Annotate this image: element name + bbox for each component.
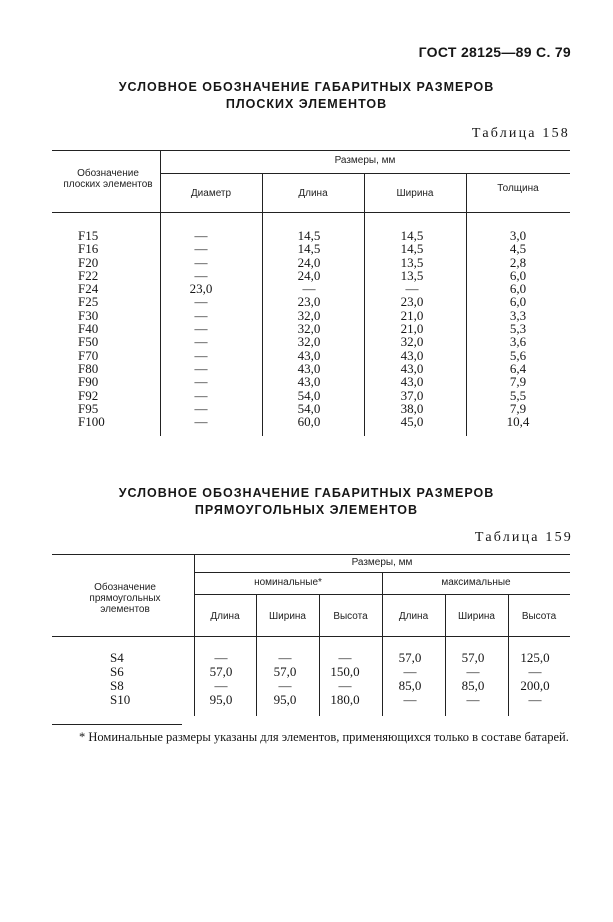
table-cell: 3,0: [509, 228, 527, 243]
col-header-designation: Обозначение прямоугольных элементов: [89, 582, 161, 615]
table-cell: F80: [78, 360, 99, 376]
table-rule: [364, 173, 365, 436]
table-cell: F50: [78, 334, 99, 350]
table-cell: —: [466, 692, 480, 707]
table-cell: 43,0: [297, 360, 321, 376]
table-cell: —: [194, 241, 208, 257]
col-header-nom-width: Ширина: [269, 611, 306, 622]
table-cell: F15: [78, 228, 99, 243]
footnote-rule: [52, 724, 182, 725]
table-cell: 43,0: [400, 360, 424, 376]
table-rule: [52, 150, 570, 151]
table-cell: 57,0: [273, 664, 297, 679]
table-cell: —: [194, 347, 208, 363]
table-cell: 23,0: [189, 281, 213, 297]
table-cell: 5,3: [509, 321, 527, 337]
table-cell: —: [194, 414, 208, 430]
table-cell: —: [194, 307, 208, 323]
col-header-width: Ширина: [396, 188, 434, 199]
table-cell: 60,0: [297, 414, 321, 430]
col-header-max-width: Ширина: [458, 611, 495, 622]
table-cell: —: [338, 650, 352, 665]
column-designation: [78, 229, 138, 428]
table-cell: F70: [78, 347, 99, 363]
table-cell: —: [528, 664, 542, 679]
table-cell: 24,0: [297, 267, 321, 283]
col-header-nom-height: Высота: [333, 611, 368, 622]
col-header-nom-length: Длина: [210, 611, 240, 622]
table-cell: 13,5: [400, 267, 424, 283]
table-cell: 150,0: [330, 664, 360, 679]
table-cell: —: [194, 387, 208, 403]
table-cell: 54,0: [297, 400, 321, 416]
table-cell: 14,5: [400, 228, 424, 243]
col-header-diameter: Диаметр: [190, 188, 232, 199]
table-cell: 43,0: [297, 374, 321, 390]
table-cell: 2,8: [509, 254, 527, 270]
section1-title-line1: УСЛОВНОЕ ОБОЗНАЧЕНИЕ ГАБАРИТНЫХ РАЗМЕРОВ: [118, 80, 495, 94]
table-cell: 3,3: [509, 307, 527, 323]
col-header-dimensions: Размеры, мм: [351, 557, 413, 568]
table-cell: F24: [78, 281, 99, 297]
footnote: * Номинальные размеры указаны для элементов, применяющихся только в составе батарей.: [79, 730, 569, 744]
table-cell: 57,0: [461, 650, 485, 665]
col-header-nominal: номинальные*: [254, 577, 322, 588]
table-cell: —: [194, 321, 208, 337]
col-header-designation: Обозначение плоских элементов: [63, 168, 153, 190]
table-cell: 32,0: [297, 334, 321, 350]
table-cell: S4: [110, 650, 124, 665]
table-cell: —: [194, 254, 208, 270]
col-header-thickness: Толщина: [497, 183, 539, 194]
column-thickness: [488, 229, 548, 428]
table-cell: S6: [110, 664, 124, 679]
section2-title-line2: ПРЯМОУГОЛЬНЫХ ЭЛЕМЕНТОВ: [194, 503, 419, 517]
section2-title: [0, 485, 613, 519]
table-cell: 21,0: [400, 307, 424, 323]
col-header-maximal: максимальные: [441, 577, 511, 588]
table-cell: F25: [78, 294, 99, 310]
table-rule: [52, 636, 570, 637]
table-cell: —: [405, 281, 419, 297]
table-cell: F95: [78, 400, 99, 416]
table-cell: —: [302, 281, 316, 297]
column-max-width: [448, 651, 498, 707]
table-cell: —: [214, 678, 228, 693]
table-cell: —: [466, 664, 480, 679]
column-nom-height: [320, 651, 370, 707]
table-cell: 6,0: [509, 281, 527, 297]
table-cell: —: [194, 400, 208, 416]
table-cell: 57,0: [209, 664, 233, 679]
column-designation: [110, 651, 160, 707]
table-cell: —: [338, 678, 352, 693]
table-cell: 32,0: [297, 307, 321, 323]
table-cell: 13,5: [400, 254, 424, 270]
column-nom-width: [260, 651, 310, 707]
column-max-length: [385, 651, 435, 707]
table-159-caption: Таблица 159: [474, 530, 573, 545]
table-cell: 6,4: [509, 360, 527, 376]
table-cell: —: [278, 678, 292, 693]
table-cell: —: [528, 692, 542, 707]
table-cell: 45,0: [400, 414, 424, 430]
column-width: [380, 229, 444, 428]
column-max-height: [508, 651, 562, 707]
table-cell: 23,0: [297, 294, 321, 310]
table-cell: F92: [78, 387, 99, 403]
table-cell: 5,5: [509, 387, 527, 403]
table-cell: 95,0: [209, 692, 233, 707]
table-cell: —: [194, 374, 208, 390]
table-cell: 43,0: [297, 347, 321, 363]
table-cell: —: [194, 267, 208, 283]
table-cell: 7,9: [509, 374, 527, 390]
table-cell: —: [194, 334, 208, 350]
table-cell: F20: [78, 254, 99, 270]
table-cell: 6,0: [509, 267, 527, 283]
table-cell: 23,0: [400, 294, 424, 310]
col-header-dimensions: Размеры, мм: [334, 155, 396, 166]
table-rule: [52, 554, 570, 555]
table-cell: 32,0: [297, 321, 321, 337]
table-cell: 125,0: [520, 650, 550, 665]
table-cell: 180,0: [330, 692, 360, 707]
table-cell: 3,6: [509, 334, 527, 350]
table-cell: F90: [78, 374, 99, 390]
table-cell: 37,0: [400, 387, 424, 403]
table-cell: 6,0: [509, 294, 527, 310]
col-header-length: Длина: [298, 188, 328, 199]
table-cell: 5,6: [509, 347, 527, 363]
table-cell: 10,4: [506, 414, 530, 430]
table-cell: 38,0: [400, 400, 424, 416]
table-cell: 43,0: [400, 374, 424, 390]
column-diameter: [170, 229, 232, 428]
table-rule: [262, 173, 263, 436]
table-cell: —: [194, 294, 208, 310]
table-rule: [160, 173, 570, 174]
table-cell: 4,5: [509, 241, 527, 257]
table-cell: 54,0: [297, 387, 321, 403]
table-cell: F100: [78, 414, 105, 430]
table-cell: 57,0: [398, 650, 422, 665]
table-cell: S8: [110, 678, 124, 693]
col-header-max-length: Длина: [398, 611, 429, 622]
section2-title-line1: УСЛОВНОЕ ОБОЗНАЧЕНИЕ ГАБАРИТНЫХ РАЗМЕРОВ: [118, 486, 495, 500]
page-header: ГОСТ 28125—89 С. 79: [418, 44, 571, 60]
section1-title-line2: ПЛОСКИХ ЭЛЕМЕНТОВ: [225, 97, 388, 111]
table-cell: —: [214, 650, 228, 665]
table-cell: 32,0: [400, 334, 424, 350]
table-cell: 21,0: [400, 321, 424, 337]
table-cell: F40: [78, 321, 99, 337]
table-cell: F30: [78, 307, 99, 323]
table-cell: 14,5: [297, 241, 321, 257]
table-cell: —: [194, 228, 208, 243]
column-length: [276, 229, 342, 428]
table-cell: 14,5: [400, 241, 424, 257]
table-cell: 43,0: [400, 347, 424, 363]
table-cell: —: [194, 360, 208, 376]
col-header-max-height: Высота: [521, 611, 557, 622]
table-cell: —: [278, 650, 292, 665]
table-cell: —: [403, 692, 417, 707]
table-cell: 85,0: [398, 678, 422, 693]
table-cell: F16: [78, 241, 99, 257]
column-nom-length: [196, 651, 246, 707]
section1-title: [0, 79, 613, 113]
table-rule: [466, 173, 467, 436]
table-cell: 200,0: [520, 678, 550, 693]
table-cell: S10: [110, 692, 131, 707]
table-158-caption: Таблица 158: [471, 126, 570, 141]
table-rule: [52, 212, 570, 213]
table-cell: —: [403, 664, 417, 679]
table-cell: 7,9: [509, 400, 527, 416]
table-cell: F22: [78, 267, 99, 283]
table-cell: 95,0: [273, 692, 297, 707]
table-cell: 85,0: [461, 678, 485, 693]
table-cell: 14,5: [297, 228, 321, 243]
table-rule: [382, 572, 383, 716]
table-cell: 24,0: [297, 254, 321, 270]
